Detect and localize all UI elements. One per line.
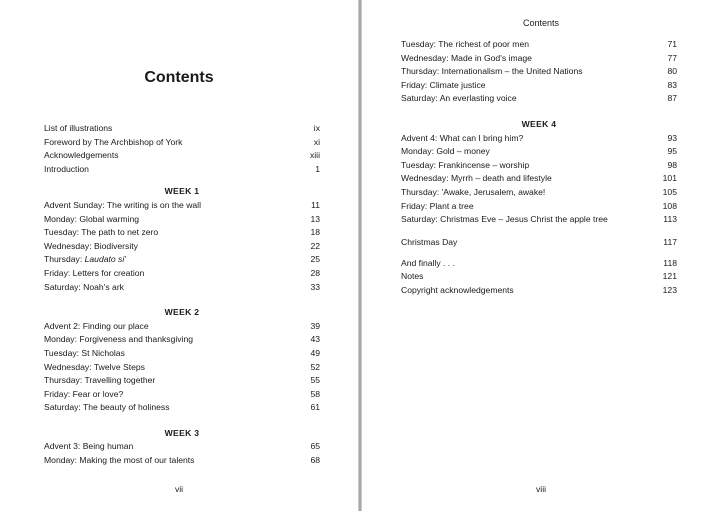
entry-page: 18 (310, 227, 320, 238)
entry-title: Introduction (44, 163, 89, 174)
entry-title: Tuesday: St Nicholas (44, 347, 125, 358)
entry-page: 77 (667, 52, 677, 63)
toc-entry (44, 226, 320, 240)
toc-entry (401, 270, 677, 284)
entry-page: 121 (662, 271, 677, 282)
entry-title: Friday: Plant a tree (401, 200, 474, 211)
toc-entry (401, 257, 677, 271)
entry-title: Saturday: The beauty of holiness (44, 402, 170, 413)
toc-entry (44, 401, 320, 415)
entry-title: Friday: Fear or love? (44, 388, 124, 399)
toc-entry (401, 132, 677, 146)
entry-title: Thursday: Internationalism – the United Nations (401, 66, 583, 77)
toc-entry (401, 92, 677, 106)
toc-entry (44, 320, 320, 334)
entry-page: 1 (315, 163, 320, 174)
entry-title: Advent 2: Finding our place (44, 320, 149, 331)
entry-page: 28 (310, 267, 320, 278)
entry-page: 87 (667, 93, 677, 104)
entry-title-prefix: Thursday: (44, 254, 85, 265)
entry-title: Wednesday: Biodiversity (44, 240, 138, 251)
toc-entry (44, 122, 320, 136)
toc-entry (44, 374, 320, 388)
toc-entry (44, 163, 320, 177)
week-heading: WEEK 4 (521, 118, 557, 129)
page-number: vii (174, 484, 184, 494)
toc-entry (44, 267, 320, 281)
week-heading: WEEK 3 (164, 427, 200, 438)
entry-page: 95 (667, 146, 677, 157)
page-number: viii (535, 484, 547, 494)
entry-title: Monday: Forgiveness and thanksgiving (44, 334, 194, 345)
entry-title: Tuesday: Frankincense – worship (401, 159, 530, 170)
entry-title: Advent 3: Being human (44, 441, 134, 452)
toc-entry (44, 240, 320, 254)
entry-title: Christmas Day (401, 236, 458, 247)
toc-entry (401, 231, 677, 253)
entry-page: 55 (310, 375, 320, 386)
toc-entry (44, 333, 320, 347)
entry-title: Tuesday: The richest of poor men (401, 39, 530, 49)
entry-page: 98 (667, 159, 677, 170)
entry-title: Saturday: An everlasting voice (401, 93, 517, 104)
toc-entry (401, 213, 677, 227)
entry-title: Wednesday: Myrrh – death and lifestyle (401, 173, 552, 184)
toc-entry (401, 145, 677, 159)
entry-page: 80 (667, 66, 677, 77)
entry-title: And finally . . . (401, 257, 455, 268)
entry-page: 108 (662, 200, 677, 211)
toc-right (401, 38, 677, 298)
toc-entry (44, 361, 320, 375)
toc-entry (44, 199, 320, 213)
entry-page: 58 (310, 388, 320, 399)
toc-entry (401, 159, 677, 173)
entry-page: 13 (310, 213, 320, 224)
toc-entry (44, 136, 320, 150)
entry-title: Saturday: Christmas Eve – Jesus Christ the apple tree (401, 214, 608, 225)
toc-entry (44, 213, 320, 227)
entry-page: 65 (310, 441, 320, 452)
entry-page: 61 (310, 402, 320, 413)
toc-entry (44, 149, 320, 163)
entry-page: 113 (663, 214, 677, 225)
toc-entry (44, 347, 320, 361)
entry-page: ix (313, 123, 320, 133)
toc-entry (401, 79, 677, 93)
entry-page: 117 (663, 236, 677, 247)
toc-entry (401, 65, 677, 79)
entry-title: Saturday: Noah's ark (44, 281, 124, 292)
entry-page: 25 (310, 254, 320, 265)
entry-title: Thursday: Travelling together (44, 375, 156, 386)
page-title: Contents (144, 69, 214, 86)
entry-title: Monday: Global warming (44, 213, 140, 224)
toc-entry (401, 172, 677, 186)
toc-entry (401, 284, 677, 298)
entry-page: xiii (309, 150, 320, 161)
entry-title: Foreword by The Archbishop of York (44, 136, 183, 147)
entry-page: 68 (310, 455, 320, 466)
entry-page: 93 (667, 132, 677, 143)
entry-page: 33 (310, 281, 320, 292)
toc-entry (44, 388, 320, 402)
entry-page: 123 (662, 284, 677, 295)
entry-title: Acknowledgements (44, 150, 119, 161)
entry-page: 105 (662, 186, 677, 197)
entry-page: 49 (310, 347, 320, 358)
entry-title: Wednesday: Made in God's image (401, 52, 532, 63)
entry-page: 39 (310, 320, 320, 331)
entry-title (44, 253, 126, 267)
entry-title: Notes (401, 271, 424, 282)
entry-page: 118 (663, 257, 677, 268)
toc-entry (401, 38, 677, 52)
toc-entry (44, 440, 320, 454)
entry-title: Friday: Climate justice (401, 79, 486, 90)
entry-title: Monday: Making the most of our talents (44, 455, 195, 466)
entry-page: xi (313, 136, 320, 147)
toc-entry (44, 281, 320, 295)
entry-title: Tuesday: The path to net zero (44, 227, 159, 238)
toc-entry (401, 200, 677, 214)
running-head: Contents (522, 18, 560, 28)
entry-title: List of illustrations (44, 123, 113, 133)
toc-entry (44, 253, 320, 267)
entry-page: 22 (310, 240, 320, 251)
entry-title: Advent 4: What can I bring him? (401, 132, 524, 143)
entry-title: Monday: Gold – money (401, 146, 490, 157)
entry-page: 71 (667, 39, 677, 49)
entry-title: Advent Sunday: The writing is on the wall (44, 199, 202, 210)
toc-entry (44, 454, 320, 468)
entry-page: 11 (311, 199, 320, 210)
entry-page: 43 (310, 334, 320, 345)
entry-page: 52 (310, 361, 320, 372)
toc-left (44, 122, 320, 468)
toc-entry (401, 186, 677, 200)
week-heading: WEEK 2 (164, 307, 200, 318)
toc-entry (401, 52, 677, 66)
entry-title: Thursday: 'Awake, Jerusalem, awake! (401, 186, 546, 197)
entry-page: 83 (667, 79, 677, 90)
left-page (0, 0, 358, 511)
week-heading: WEEK 1 (164, 186, 200, 197)
right-page (362, 0, 720, 511)
entry-title: Copyright acknowledgements (401, 284, 514, 295)
entry-title-italic: Laudato si' (84, 254, 126, 265)
entry-title: Friday: Letters for creation (44, 267, 145, 278)
entry-title: Wednesday: Twelve Steps (44, 361, 145, 372)
entry-page: 101 (662, 173, 677, 184)
